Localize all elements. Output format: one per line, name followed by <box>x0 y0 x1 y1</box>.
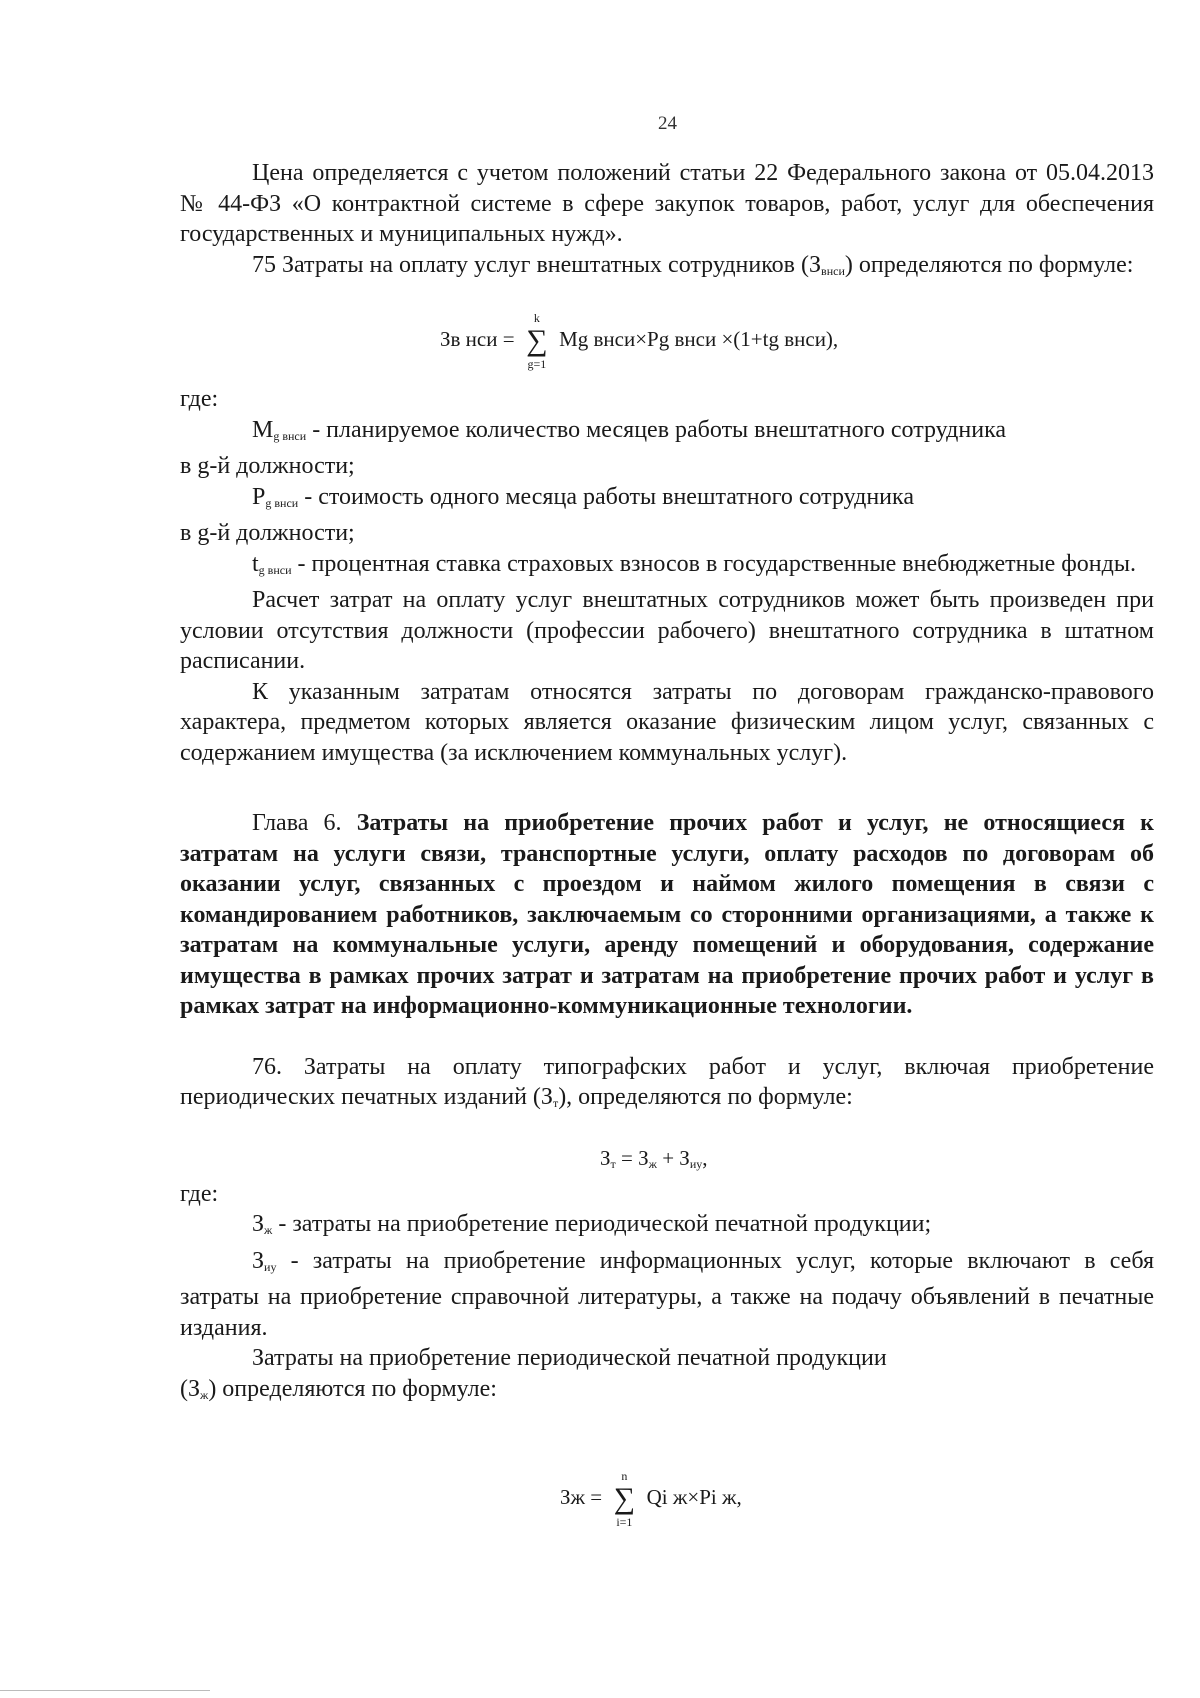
definition-p-cont: в g-й должности; <box>180 520 355 546</box>
formula-lhs: Зж = <box>560 1485 603 1509</box>
definition-p: $P_{g внси}$ - стоимость одного месяца работы внештатного сотрудника <box>252 483 914 510</box>
page-number: 24 <box>658 113 677 134</box>
paragraph-item-76: 76. Затраты на оплату типографских работ и услуг, включая приобретение периодических печатных изданий $(З_т)$, определяются по формуле: <box>180 1053 1154 1110</box>
formula-lhs: Зв нси = <box>440 327 515 351</box>
definition-m-cont: в g-й должности; <box>180 453 355 479</box>
formula-printing: $З_т = З_ж + З_{иу}$, <box>600 1145 708 1171</box>
formula-rhs: Mg внси×Pg внси ×(1+tg внси), <box>559 327 839 351</box>
chapter-heading <box>180 808 1154 1022</box>
paragraph-price: Цена определяется с учетом положений статьи 22 Федерального закона от 05.04.2013 № 44-ФЗ «О контрактной системе в сфере закупок товаров, работ, услуг для обеспечения государственных и муниципальных нужд». <box>180 160 1154 247</box>
definition-zh: $З_ж$ - затраты на приобретение периодической печатной продукции; <box>252 1211 932 1237</box>
label-where-1: где: <box>180 386 219 412</box>
label-where-2: где: <box>180 1180 219 1207</box>
chapter-label: Глава 6. <box>252 810 357 836</box>
formula-periodicals <box>180 1460 1154 1532</box>
formula-external-staff <box>180 306 1154 384</box>
paragraph-contracts: К указанным затратам относятся затраты по договорам гражданско-правового характера, предметом которых является оказание физическим лицом услуг, связанных с содержанием имущества (за исключением коммунальных услуг). <box>180 678 1154 766</box>
formula-rhs: Qi ж×Pi ж, <box>646 1485 742 1509</box>
document-body <box>180 158 1154 1532</box>
chapter-title: Затраты на приобретение прочих работ и услуг, не относящиеся к затратам на услуги связи, транспортные услуги, оплату расходов по договорам об оказании услуг, связанных с проездом и наймом жилого помещения в связи с командированием работников, заключаемым со сторонними организациями, а также к затратам на коммунальные услуги, аренду помещений и оборудования, содержание имущества в рамках прочих затрат и затратам на приобретение прочих работ и услуг в рамках затрат на информационно-коммуникационные технологии. <box>180 810 1154 1019</box>
definition-t: $t_{g внси}$ - процентная ставка страховых взносов в государственные внебюджетные фонды. <box>252 550 1136 577</box>
paragraph-calculation: Расчет затрат на оплату услуг внештатных сотрудников может быть произведен при условии отсутствия должности (профессии рабочего) внештатного сотрудника в штатном расписании. <box>180 587 1154 674</box>
paragraph-periodicals: Затраты на приобретение периодической печатной продукции <box>252 1345 887 1371</box>
paragraph-periodicals-cont: $(З_ж)$ определяются по формуле: <box>180 1375 497 1402</box>
definition-m: $M_{g внси}$ - планируемое количество месяцев работы внештатного сотрудника <box>252 416 1007 443</box>
sum-sign: n ∑ i=1 <box>613 1469 636 1530</box>
paragraph-item-75: 75 Затраты на оплату услуг внештатных сотрудников $(З_{внси})$ определяются по формуле: <box>252 251 1134 278</box>
definition-iu: $З_{иу}$ - затраты на приобретение информационных услуг, которые включают в себя затраты на приобретение справочной литературы, а также на подачу объявлений в печатные издания. <box>180 1247 1154 1341</box>
sum-sign: k ∑ g=1 <box>526 311 548 372</box>
scan-artifact-line <box>0 1690 210 1691</box>
